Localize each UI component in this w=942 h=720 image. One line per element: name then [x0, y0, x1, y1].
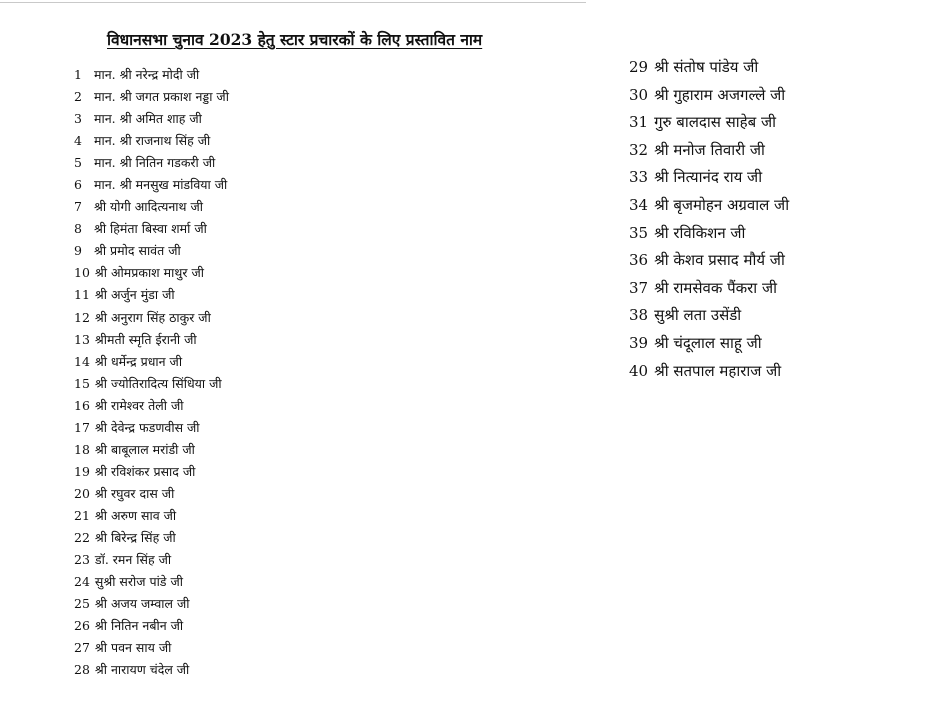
list-item	[629, 137, 789, 165]
item-number: 25	[74, 596, 90, 612]
campaigner-name: डॉ. रमन सिंह जी	[94, 552, 172, 568]
list-item	[74, 527, 229, 549]
item-number: 4	[74, 133, 82, 149]
list-item	[74, 284, 229, 306]
item-number: 17	[74, 419, 90, 435]
campaigner-name: मान. श्री नितिन गडकरी जी	[94, 155, 216, 171]
campaigner-name: सुश्री लता उसेंडी	[654, 306, 742, 325]
campaigner-name: मान. श्री मनसुख मांडविया जी	[94, 177, 228, 193]
item-number: 37	[629, 278, 649, 297]
item-number: 9	[74, 243, 82, 259]
item-number: 8	[74, 221, 82, 237]
item-number: 13	[74, 331, 90, 347]
list-item	[74, 240, 229, 262]
item-number: 2	[74, 89, 82, 105]
campaigner-name: श्री बाबूलाल मरांडी जी	[94, 441, 195, 457]
item-number: 31	[629, 113, 649, 132]
list-item	[629, 109, 789, 137]
campaigner-name: श्री मनोज तिवारी जी	[654, 140, 765, 159]
campaigner-name: श्री संतोष पांडेय जी	[654, 58, 759, 76]
campaigner-name: श्री ओमप्रकाश माथुर जी	[94, 265, 204, 281]
item-number: 39	[629, 333, 649, 352]
campaigner-name: श्री अरुण साव जी	[94, 507, 177, 523]
list-item	[74, 351, 229, 373]
campaigner-name: मान. श्री नरेन्द्र मोदी जी	[94, 67, 200, 82]
campaigner-name: मान. श्री जगत प्रकाश नड्डा जी	[94, 89, 229, 105]
list-item	[74, 395, 229, 417]
list-item	[74, 615, 229, 637]
item-number: 26	[74, 618, 90, 634]
list-item	[74, 329, 229, 351]
campaigner-name: श्री रविकिशन जी	[654, 223, 746, 242]
campaigner-name: श्री रघुवर दास जी	[94, 485, 175, 501]
list-item	[629, 330, 789, 358]
campaigner-name: गुरु बालदास साहेब जी	[654, 113, 776, 132]
list-item	[74, 549, 229, 571]
list-item	[74, 637, 229, 659]
item-number: 21	[74, 507, 90, 523]
list-item	[74, 417, 229, 439]
campaigner-name: श्री पवन साय जी	[94, 640, 172, 656]
item-number: 38	[629, 306, 649, 325]
item-number: 22	[74, 529, 90, 545]
item-number: 32	[629, 140, 649, 159]
list-item	[74, 218, 229, 240]
campaigner-name: श्री चंदूलाल साहू जी	[654, 333, 762, 352]
campaigner-name: श्री धर्मेन्द्र प्रधान जी	[94, 353, 183, 369]
campaigner-name: श्री ज्योतिरादित्य सिंधिया जी	[94, 375, 222, 391]
campaigner-name: मान. श्री अमित शाह जी	[94, 111, 202, 127]
campaigner-name: श्री बृजमोहन अग्रवाल जी	[654, 195, 790, 214]
campaigner-name: श्री नितिन नबीन जी	[94, 618, 184, 634]
item-number: 6	[74, 177, 82, 193]
campaigner-name: श्री रामसेवक पैंकरा जी	[654, 278, 777, 297]
item-number: 19	[74, 463, 90, 479]
list-item	[74, 86, 229, 108]
list-item	[74, 152, 229, 174]
item-number: 35	[629, 223, 649, 242]
campaigner-name: श्री हिमंता बिस्वा शर्मा जी	[94, 221, 207, 237]
item-number: 36	[629, 251, 649, 270]
list-item	[629, 358, 789, 386]
campaigner-name: श्री रविशंकर प्रसाद जी	[94, 463, 196, 479]
campaigner-name: श्री योगी आदित्यनाथ जी	[94, 199, 203, 215]
list-item	[74, 571, 229, 593]
item-number: 1	[74, 67, 82, 82]
campaigner-name: श्री अजय जम्वाल जी	[94, 596, 190, 612]
campaigner-name: श्री रामेश्वर तेली जी	[94, 397, 184, 413]
campaigner-name: श्री सतपाल महाराज जी	[654, 361, 782, 380]
list-item	[74, 262, 229, 284]
campaigner-name: श्री देवेन्द्र फडणवीस जी	[94, 419, 200, 435]
item-number: 20	[74, 485, 90, 501]
item-number: 30	[629, 85, 649, 104]
list-item	[74, 461, 229, 483]
list-item	[74, 130, 229, 152]
item-number: 15	[74, 375, 90, 391]
list-item	[74, 174, 229, 196]
star-campaigner-list-right	[629, 54, 789, 385]
item-number: 24	[74, 574, 90, 590]
list-item	[629, 275, 789, 303]
item-number: 28	[74, 662, 90, 678]
list-item	[629, 54, 789, 82]
list-item	[74, 659, 229, 681]
item-number: 10	[74, 265, 90, 281]
campaigner-name: श्री प्रमोद सावंत जी	[94, 243, 181, 259]
document-title: विधानसभा चुनाव 2023 हेतु स्टार प्रचारकों के लिए प्रस्तावित नाम	[107, 30, 483, 49]
list-item	[74, 108, 229, 130]
list-item	[74, 64, 229, 86]
campaigner-name: श्रीमती स्मृति ईरानी जी	[94, 331, 197, 347]
campaigner-name: मान. श्री राजनाथ सिंह जी	[94, 133, 211, 149]
campaigner-name: श्री गुहाराम अजगल्ले जी	[654, 85, 786, 104]
campaigner-name: श्री अनुराग सिंह ठाकुर जी	[94, 309, 211, 325]
item-number: 40	[629, 361, 649, 380]
list-item	[74, 196, 229, 218]
item-number: 33	[629, 168, 649, 187]
list-item	[629, 220, 789, 248]
list-item	[629, 192, 789, 220]
campaigner-name: श्री नित्यानंद राय जी	[654, 168, 763, 187]
item-number: 34	[629, 195, 649, 214]
top-divider	[0, 2, 586, 3]
list-item	[629, 247, 789, 275]
campaigner-name: श्री केशव प्रसाद मौर्य जी	[654, 251, 785, 270]
item-number: 14	[74, 353, 90, 369]
campaigner-name: श्री अर्जुन मुंडा जी	[94, 287, 175, 303]
item-number: 27	[74, 640, 90, 656]
item-number: 29	[629, 58, 649, 76]
list-item	[74, 505, 229, 527]
item-number: 3	[74, 111, 82, 127]
item-number: 18	[74, 441, 90, 457]
list-item	[629, 164, 789, 192]
item-number: 7	[74, 199, 82, 215]
list-item	[74, 373, 229, 395]
campaigner-name: श्री नारायण चंदेल जी	[94, 662, 190, 678]
campaigner-name: सुश्री सरोज पांडे जी	[94, 574, 183, 590]
item-number: 11	[74, 287, 90, 303]
item-number: 5	[74, 155, 82, 171]
list-item	[74, 439, 229, 461]
list-item	[629, 82, 789, 110]
item-number: 12	[74, 309, 90, 325]
list-item	[629, 302, 789, 330]
list-item	[74, 307, 229, 329]
item-number: 16	[74, 397, 90, 413]
campaigner-name: श्री बिरेन्द्र सिंह जी	[94, 529, 176, 545]
item-number: 23	[74, 552, 90, 568]
star-campaigner-list-left	[74, 64, 229, 681]
list-item	[74, 483, 229, 505]
list-item	[74, 593, 229, 615]
